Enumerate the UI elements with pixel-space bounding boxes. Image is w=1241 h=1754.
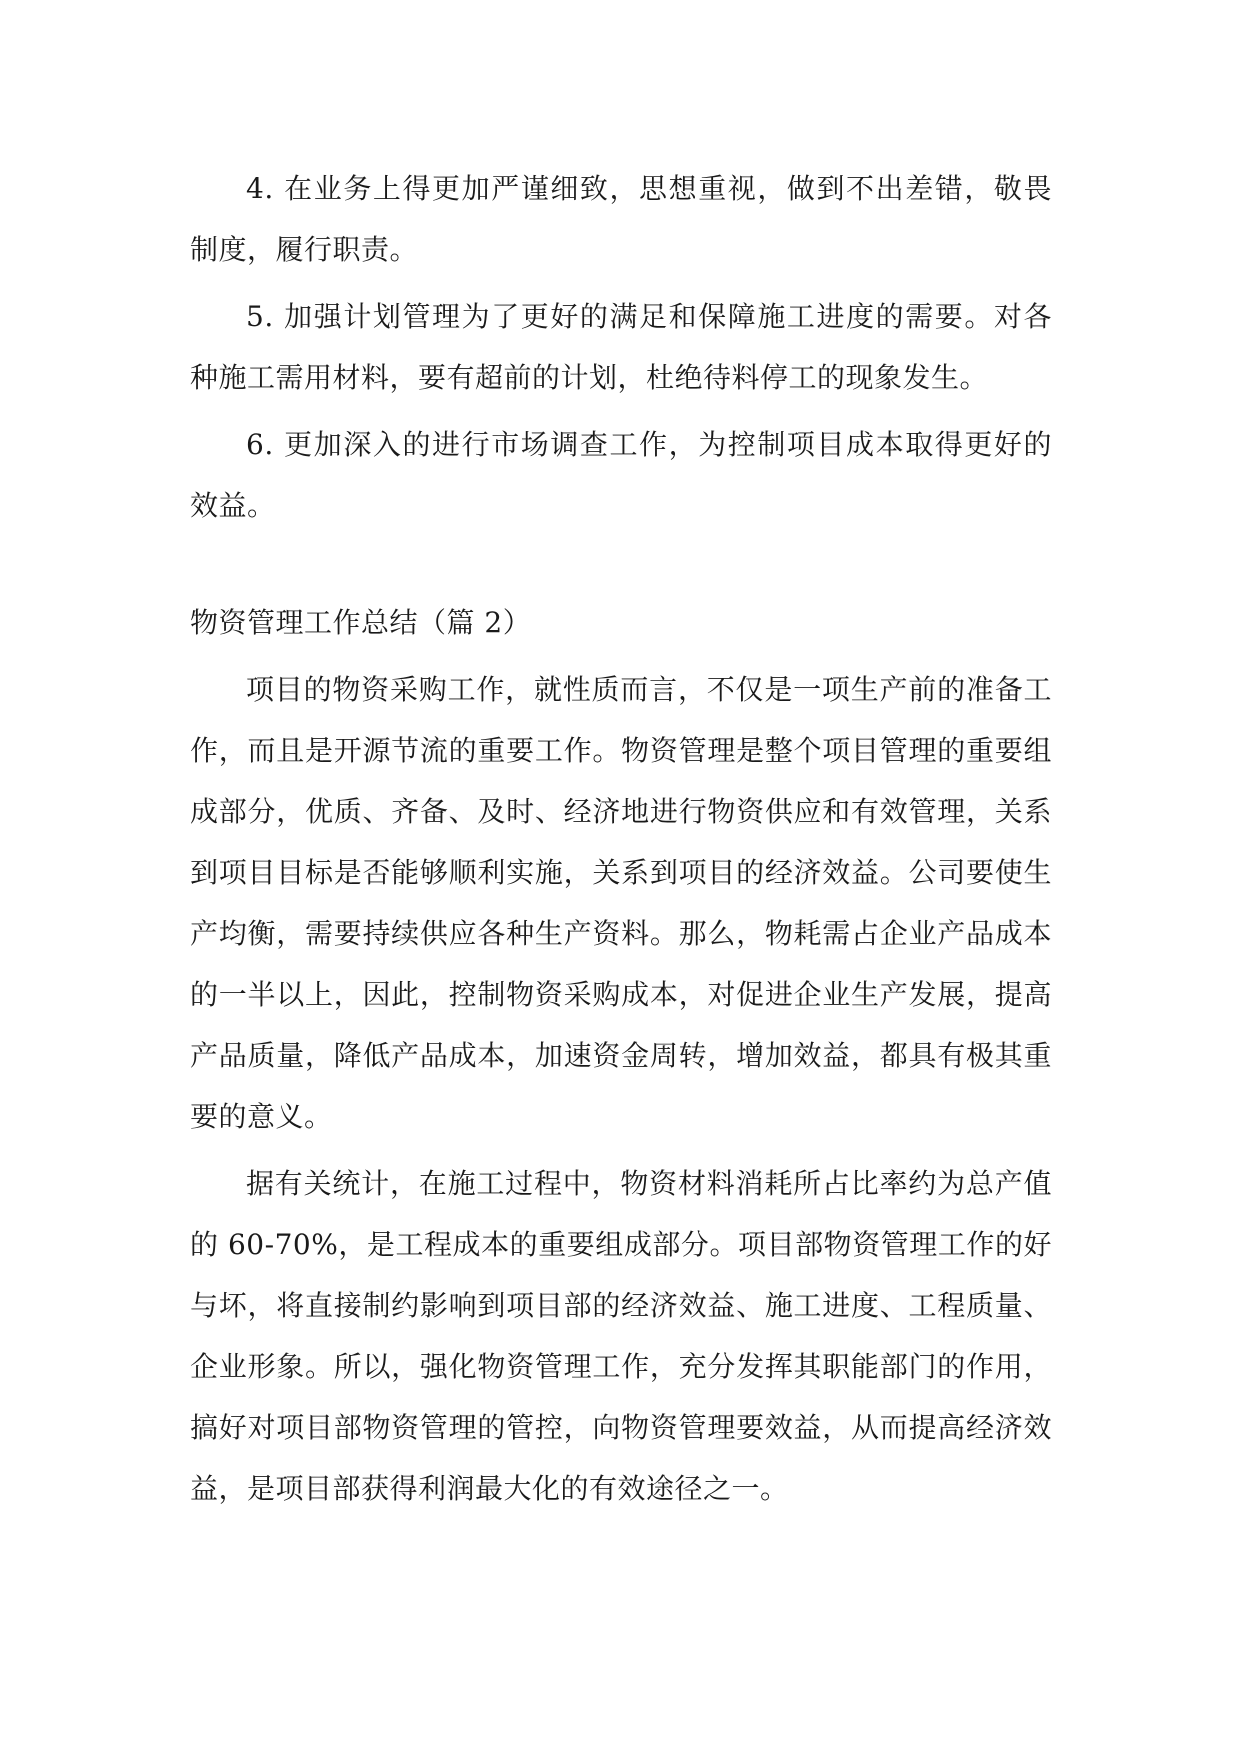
- section-title: 物资管理工作总结（篇 2）: [190, 606, 532, 639]
- section-paragraph-1: 项目的物资采购工作，就性质而言，不仅是一项生产前的准备工作，而且是开源节流的重要工作。物资管理是整个项目管理的重要组成部分，优质、齐备、及时、经济地进行物资供应和有效管理，关系到项目目标是否能够顺利实施，关系到项目的经济效益。公司要使生产均衡，需要持续供应各种生产资料。那么，物耗需占企业产品成本的一半以上，因此，控制物资采购成本，对促进企业生产发展，提高产品质量，降低产品成本，加速资金周转，增加效益，都具有极其重要的意义。: [190, 673, 1052, 1133]
- paragraph-item-4: 4. 在业务上得更加严谨细致，思想重视，做到不出差错，敬畏制度，履行职责。: [190, 172, 1052, 266]
- document-body: [190, 158, 1052, 1525]
- paragraph-item-6: 6. 更加深入的进行市场调查工作，为控制项目成本取得更好的效益。: [190, 428, 1052, 522]
- section-paragraph-2: 据有关统计，在施工过程中，物资材料消耗所占比率约为总产值的 60-70%，是工程成本的重要组成部分。项目部物资管理工作的好与坏，将直接制约影响到项目部的经济效益、施工进度、工程质量、企业形象。所以，强化物资管理工作，充分发挥其职能部门的作用，搞好对项目部物资管理的管控，向物资管理要效益，从而提高经济效益，是项目部获得利润最大化的有效途径之一。: [190, 1167, 1052, 1505]
- paragraph-item-5: 5. 加强计划管理为了更好的满足和保障施工进度的需要。对各种施工需用材料，要有超前的计划，杜绝待料停工的现象发生。: [190, 300, 1052, 394]
